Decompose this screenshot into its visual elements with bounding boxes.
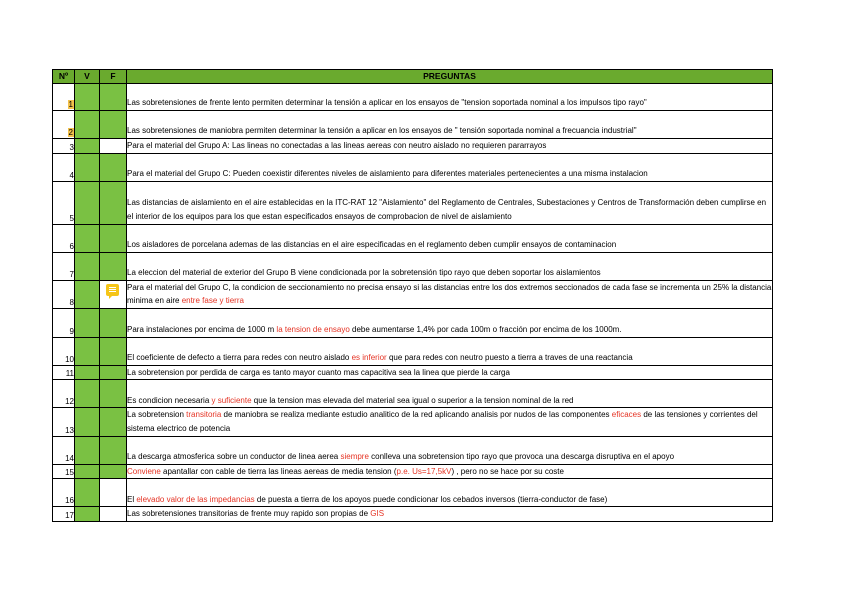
header-row	[53, 70, 773, 84]
question-text: Los aisladores de porcelana ademas de las distancias en el aire especificadas en el reglamento deben cumplir ensayos de contaminacion	[127, 240, 617, 249]
true-answer-cell[interactable]	[75, 408, 100, 436]
row-number: 16	[65, 496, 74, 506]
false-answer-cell[interactable]	[100, 365, 127, 380]
false-answer-cell[interactable]	[100, 153, 127, 181]
false-answer-cell[interactable]	[100, 408, 127, 436]
row-number-cell[interactable]	[53, 507, 75, 522]
question-text: La sobretension por perdida de carga es tanto mayor cuanto mas capacitiva sea la linea que pierde la carga	[127, 367, 510, 377]
table-row	[53, 380, 773, 408]
table-row	[53, 464, 773, 479]
true-answer-cell[interactable]	[75, 308, 100, 337]
table-row	[53, 153, 773, 181]
table-row	[53, 308, 773, 337]
question-text: Para instalaciones por encima de 1000 m	[127, 325, 277, 335]
question-text-cell[interactable]	[127, 308, 773, 337]
question-text-cell[interactable]	[127, 84, 773, 111]
question-text: que para redes con neutro puesto a tierra a traves de una reactancia	[386, 353, 633, 363]
row-number-cell[interactable]	[53, 111, 75, 139]
false-answer-cell[interactable]	[100, 224, 127, 252]
row-number: 15	[65, 468, 74, 478]
highlighted-text: GIS	[370, 509, 385, 519]
false-answer-cell[interactable]	[100, 464, 127, 479]
true-answer-cell[interactable]	[75, 252, 100, 280]
false-answer-cell[interactable]	[100, 380, 127, 408]
true-answer-cell[interactable]	[75, 436, 100, 464]
row-number-cell[interactable]	[53, 464, 75, 479]
question-text: El coeficiente de defecto a tierra para redes con neutro aislado	[127, 353, 352, 363]
table-row	[53, 365, 773, 380]
false-answer-cell[interactable]	[100, 280, 127, 308]
question-text-cell[interactable]	[127, 111, 773, 139]
header-false: F	[100, 70, 127, 84]
row-number: 13	[65, 425, 74, 435]
row-number-cell[interactable]	[53, 408, 75, 436]
true-answer-cell[interactable]	[75, 464, 100, 479]
table-row	[53, 139, 773, 154]
false-answer-cell[interactable]	[100, 252, 127, 280]
true-answer-cell[interactable]	[75, 111, 100, 139]
row-number-cell[interactable]	[53, 337, 75, 365]
row-number: 11	[65, 369, 74, 379]
question-text-cell[interactable]	[127, 408, 773, 436]
question-text-cell[interactable]	[127, 139, 773, 154]
table-row	[53, 84, 773, 111]
row-number: 2	[68, 128, 73, 137]
question-text: Para el material del Grupo A: Las lineas no conectadas a las lineas aereas con neutro aislado no requieren pararrayos	[127, 141, 547, 150]
question-text: Las sobretensiones de frente lento permiten determinar la tensión a aplicar en los ensayos de "tension soportada nominal a los impulsos tipo rayo"	[127, 98, 647, 108]
row-number-cell[interactable]	[53, 365, 75, 380]
false-answer-cell[interactable]	[100, 139, 127, 154]
table-row	[53, 181, 773, 224]
comment-icon[interactable]	[106, 284, 119, 296]
true-answer-cell[interactable]	[75, 84, 100, 111]
question-text-cell[interactable]	[127, 280, 773, 308]
row-number-cell[interactable]	[53, 308, 75, 337]
header-questions: PREGUNTAS	[127, 70, 773, 84]
question-text-cell[interactable]	[127, 224, 773, 252]
true-answer-cell[interactable]	[75, 280, 100, 308]
question-text: Para el material del Grupo C, la condicion de seccionamiento no precisa ensayo si las distancias entre los dos extremos seccionados de cada fase se incrementa un 25% la distancia minima en aire	[127, 282, 772, 306]
row-number-cell[interactable]	[53, 224, 75, 252]
row-number-cell[interactable]	[53, 84, 75, 111]
highlighted-text: es inferior	[351, 353, 387, 363]
true-answer-cell[interactable]	[75, 380, 100, 408]
question-text: apantallar con cable de tierra las lineas aereas de media tension (	[160, 466, 397, 476]
row-number: 17	[65, 510, 74, 520]
header-true: V	[75, 70, 100, 84]
true-answer-cell[interactable]	[75, 139, 100, 154]
question-text: Para el material del Grupo C: Pueden coexistir diferentes niveles de aislamiento para diferentes materiales pertenecientes a una misma instalacion	[127, 169, 648, 178]
question-text-cell[interactable]	[127, 365, 773, 380]
row-number-cell[interactable]	[53, 280, 75, 308]
highlighted-text: eficaces	[611, 410, 642, 420]
table-row	[53, 337, 773, 365]
table-row	[53, 224, 773, 252]
table-row	[53, 111, 773, 139]
true-answer-cell[interactable]	[75, 337, 100, 365]
table-row	[53, 408, 773, 436]
table-row	[53, 252, 773, 280]
table-row	[53, 436, 773, 464]
row-number-cell[interactable]	[53, 139, 75, 154]
question-text-cell[interactable]	[127, 464, 773, 479]
question-text: Es condicion necesaria	[127, 395, 212, 405]
table-row	[53, 280, 773, 308]
question-text: de las tensiones y corrientes del sistema electrico de potencia	[127, 410, 758, 433]
true-answer-cell[interactable]	[75, 507, 100, 522]
question-text: Las sobretensiones de maniobra permiten determinar la tensión a aplicar en los ensayos de " tensión soportada nominal a frecuancia industrial"	[127, 126, 637, 136]
highlighted-text: siempre	[340, 451, 369, 461]
true-answer-cell[interactable]	[75, 153, 100, 181]
question-text: Las distancias de aislamiento en el aire establecidas en la ITC-RAT 12 "Aislamiento" del Reglamento de Centrales, Subestaciones y Centros de Transformación deben cumplirse en el interior de los equipos para los que estan especificados ensayos de comprobacion de nivel de aislamiento	[127, 198, 767, 221]
table-row	[53, 507, 773, 522]
row-number: 5	[69, 213, 74, 223]
false-answer-cell[interactable]	[100, 111, 127, 139]
question-text: que la tension mas elevada del material sea igual o superior a la tension nominal de la red	[251, 395, 574, 405]
row-number: 6	[69, 241, 74, 251]
row-number: 8	[69, 297, 74, 307]
true-answer-cell[interactable]	[75, 479, 100, 507]
row-number: 7	[69, 269, 74, 279]
false-answer-cell[interactable]	[100, 308, 127, 337]
row-number: 14	[65, 453, 74, 463]
questions-table	[52, 69, 773, 522]
question-text-cell[interactable]	[127, 479, 773, 507]
question-text: La sobretension	[127, 410, 187, 420]
row-number-cell[interactable]	[53, 181, 75, 224]
question-text: La eleccion del material de exterior del Grupo B viene condicionada por la sobretensión tipo rayo que deben soportar los aislamientos	[127, 268, 601, 277]
highlighted-text: p.e. Us=17,5kV	[396, 466, 452, 476]
question-text-cell[interactable]	[127, 507, 773, 522]
header-number: Nº	[53, 70, 75, 84]
highlighted-text: elevado valor de las impedancias	[136, 494, 255, 504]
row-number: 4	[69, 170, 74, 180]
highlighted-text: transitoria	[186, 410, 222, 420]
question-text-cell[interactable]	[127, 436, 773, 464]
question-text: La descarga atmosferica sobre un conductor de linea aerea	[127, 451, 341, 461]
row-number: 10	[65, 354, 74, 364]
false-answer-cell[interactable]	[100, 436, 127, 464]
row-number: 1	[68, 100, 73, 109]
highlighted-text: entre fase y tierra	[181, 296, 244, 306]
row-number-cell[interactable]	[53, 153, 75, 181]
true-answer-cell[interactable]	[75, 224, 100, 252]
highlighted-text: y suficiente	[211, 395, 252, 405]
highlighted-text: la tension de ensayo	[276, 325, 350, 335]
question-text-cell[interactable]	[127, 153, 773, 181]
row-number: 3	[69, 142, 74, 152]
row-number-cell[interactable]	[53, 436, 75, 464]
true-answer-cell[interactable]	[75, 181, 100, 224]
question-text: de maniobra se realiza mediante estudio analitico de la red aplicando analisis por nudos de las componentes	[221, 410, 612, 420]
question-text: El	[127, 494, 137, 504]
true-answer-cell[interactable]	[75, 365, 100, 380]
question-text: de puesta a tierra de los apoyos puede condicionar los cebados inversos (tierra-conductor de fase)	[254, 494, 608, 504]
false-answer-cell[interactable]	[100, 84, 127, 111]
row-number: 9	[69, 326, 74, 336]
table-row	[53, 479, 773, 507]
question-text: conlleva una sobretension tipo rayo que provoca una descarga disruptiva en el apoyo	[368, 451, 675, 461]
row-number-cell[interactable]	[53, 252, 75, 280]
highlighted-text: Conviene	[127, 466, 161, 476]
false-answer-cell[interactable]	[100, 479, 127, 507]
question-text-cell[interactable]	[127, 181, 773, 224]
question-text-cell[interactable]	[127, 252, 773, 280]
question-text-cell[interactable]	[127, 380, 773, 408]
question-text-cell[interactable]	[127, 337, 773, 365]
false-answer-cell[interactable]	[100, 337, 127, 365]
false-answer-cell[interactable]	[100, 181, 127, 224]
table-body	[53, 84, 773, 522]
question-text: debe aumentarse 1,4% por cada 100m o fracción por encima de los 1000m.	[349, 325, 622, 335]
row-number: 12	[65, 397, 74, 407]
row-number-cell[interactable]	[53, 479, 75, 507]
question-text: ) , pero no se hace por su coste	[451, 466, 564, 476]
row-number-cell[interactable]	[53, 380, 75, 408]
question-text: Las sobretensiones transitorias de frente muy rapido son propias de	[127, 509, 371, 519]
false-answer-cell[interactable]	[100, 507, 127, 522]
